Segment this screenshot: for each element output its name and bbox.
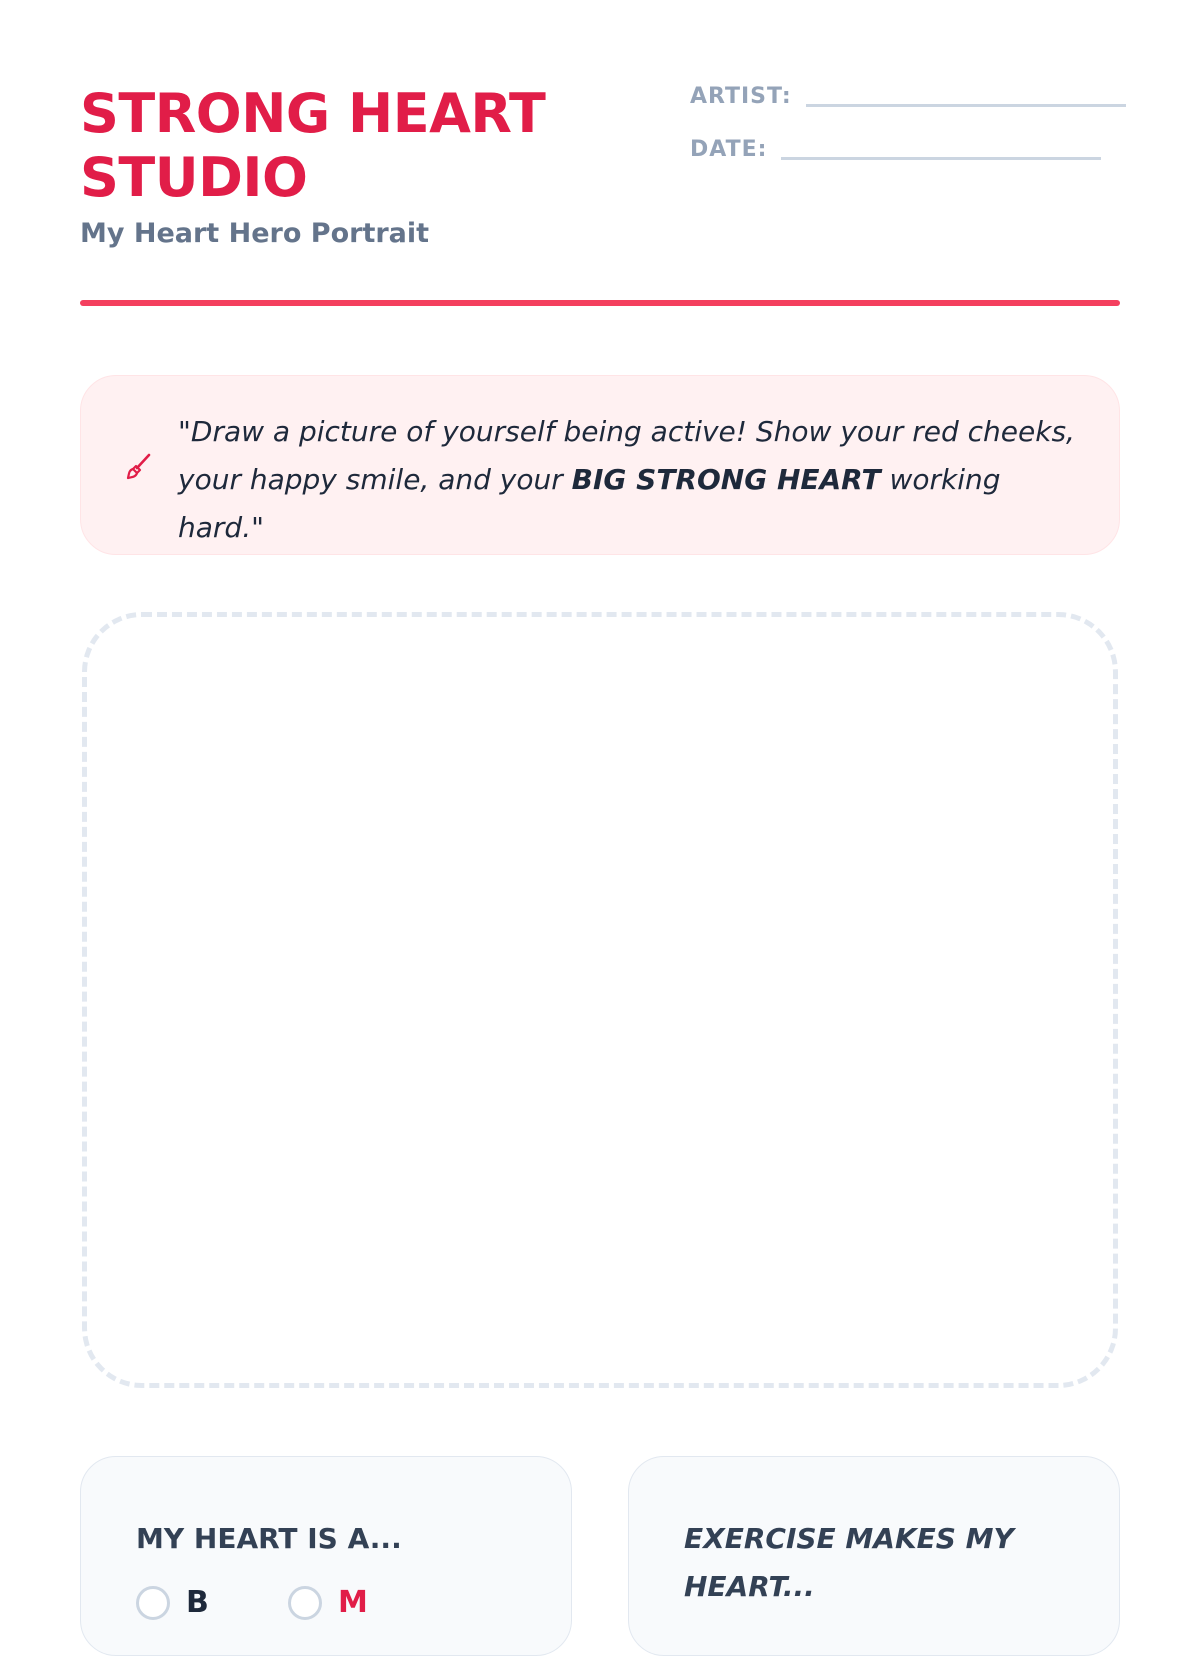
- artist-line[interactable]: [806, 104, 1126, 107]
- heart-type-card: [80, 1456, 572, 1656]
- drawing-area[interactable]: [82, 612, 1118, 1388]
- instruction-text: [178, 408, 1088, 552]
- artist-field[interactable]: [690, 84, 1126, 109]
- exercise-card: [628, 1456, 1120, 1656]
- paintbrush-icon: [123, 451, 155, 483]
- header-divider: [80, 300, 1120, 306]
- artist-label: ARTIST:: [690, 84, 792, 109]
- instruction-box: [80, 375, 1120, 555]
- heart-type-option-1[interactable]: [136, 1585, 209, 1620]
- heart-type-title: MY HEART IS A...: [136, 1522, 402, 1555]
- radio-button[interactable]: [136, 1586, 170, 1620]
- instruction-text-emphasis: BIG STRONG HEART: [571, 463, 881, 496]
- instruction-text-end: working hard.": [178, 463, 1001, 544]
- heart-type-option-2[interactable]: [288, 1585, 368, 1620]
- date-field[interactable]: [690, 137, 1101, 162]
- option-label: M: [338, 1585, 368, 1620]
- option-label: B: [186, 1585, 209, 1620]
- date-label: DATE:: [690, 137, 768, 162]
- date-line[interactable]: [781, 157, 1101, 160]
- exercise-title: EXERCISE MAKES MY HEART...: [684, 1522, 1014, 1603]
- radio-button[interactable]: [288, 1586, 322, 1620]
- instruction-text-start: "Draw a picture of yourself being active! Show your red cheeks, your happy smile, and your: [178, 415, 1075, 496]
- page-subtitle: My Heart Hero Portrait: [80, 218, 430, 249]
- page-title: STRONG HEART STUDIO: [80, 82, 546, 209]
